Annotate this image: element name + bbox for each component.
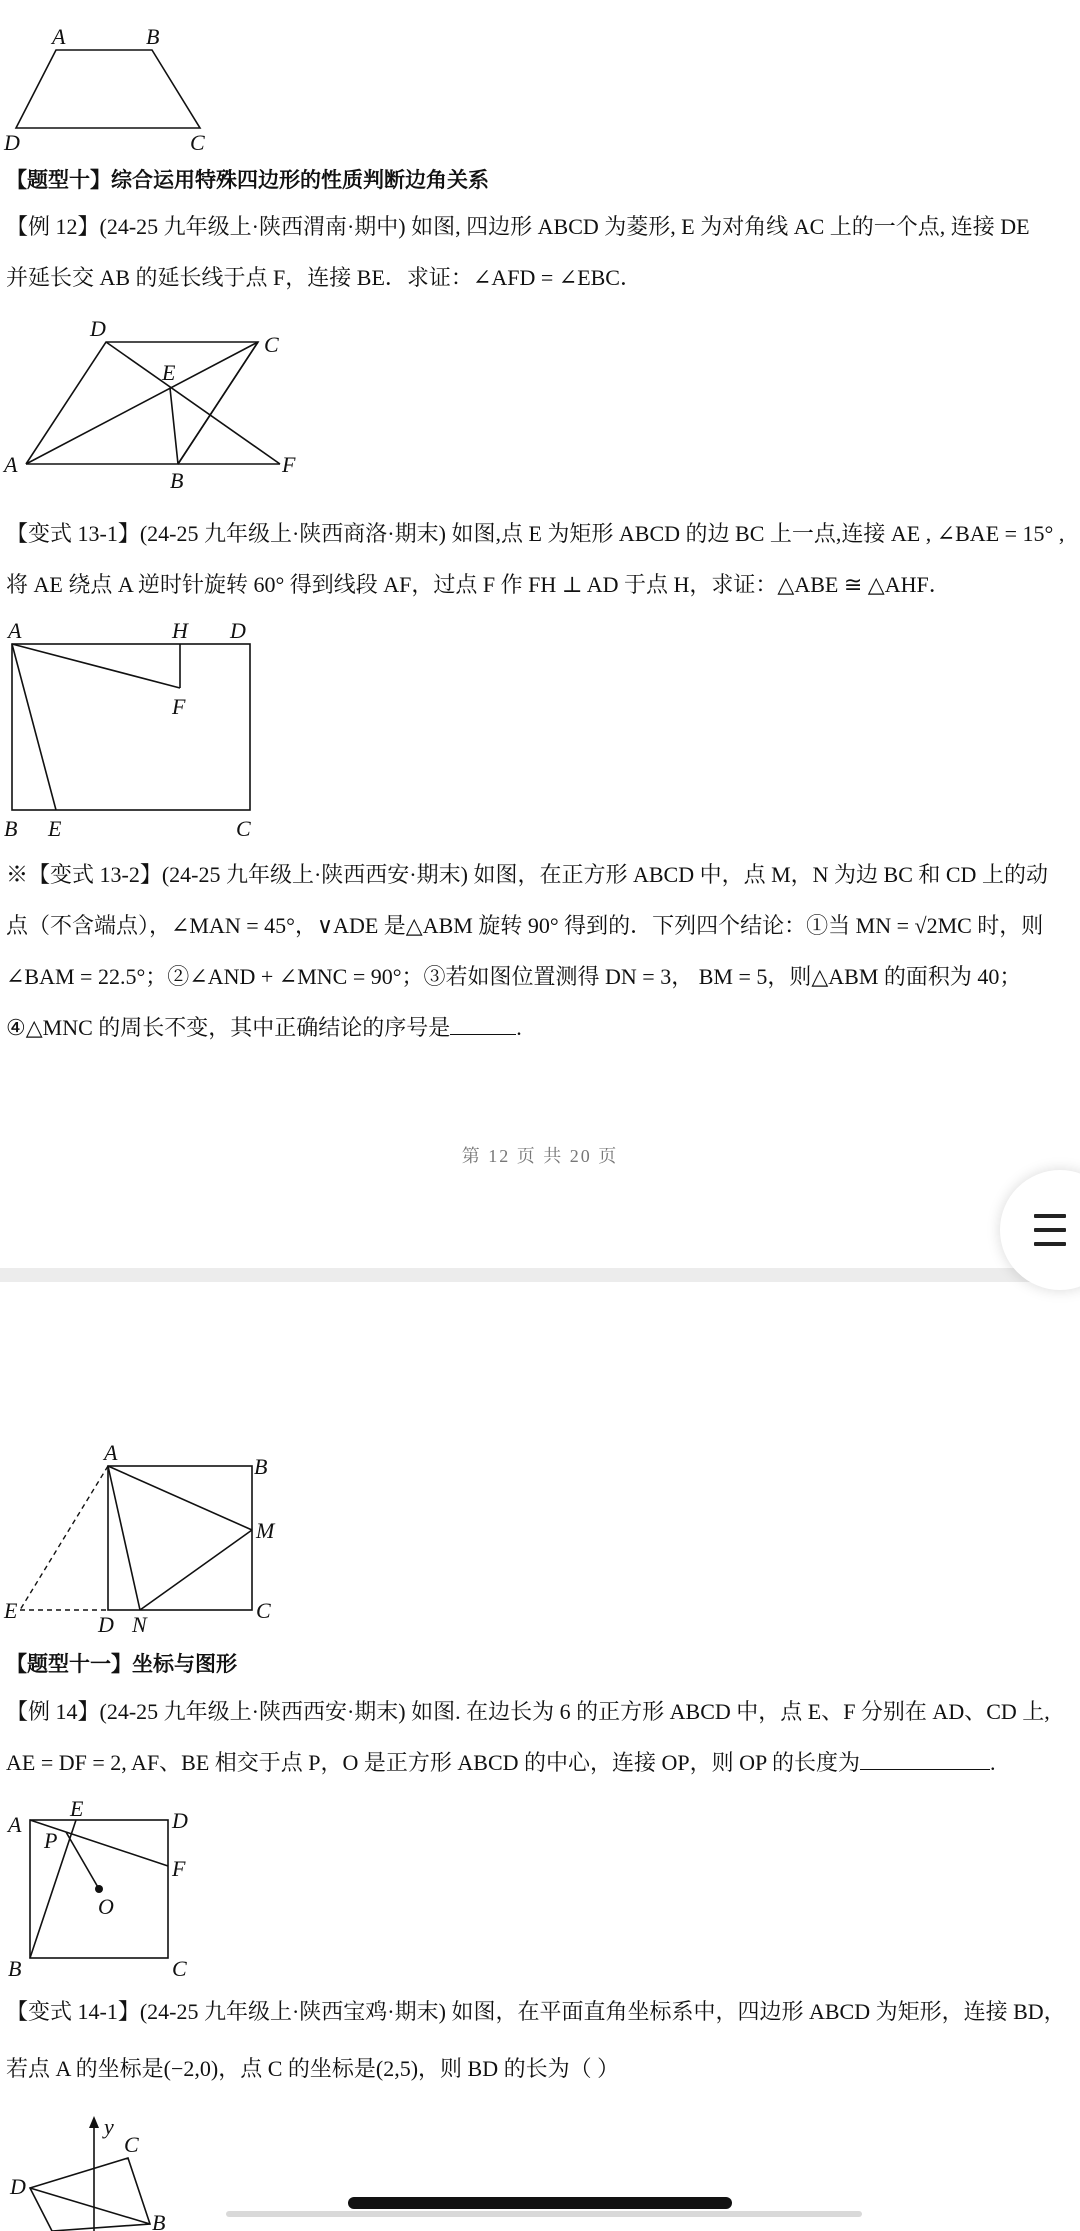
label-C: C	[124, 2132, 139, 2157]
v13-1-line2: 将 AE 绕点 A 逆时针旋转 60° 得到线段 AF，过点 F 作 FH ⊥ AD 于点 H，求证：△ABE ≅ △AHF．	[6, 572, 951, 597]
label-E: E	[4, 1598, 18, 1623]
hamburger-menu-icon	[1000, 1170, 1080, 1290]
label-P: P	[44, 1828, 58, 1853]
label-C: C	[236, 816, 251, 841]
label-B: B	[170, 468, 184, 490]
horizontal-scrollbar[interactable]	[226, 2211, 862, 2217]
label-D: D	[10, 2174, 26, 2199]
label-B: B	[152, 2210, 166, 2231]
label-B: B	[8, 1956, 22, 1981]
label-B: B	[254, 1454, 268, 1479]
ex12-line2: 并延长交 AB 的延长线于点 F，连接 BE．求证：∠AFD = ∠EBC．	[6, 265, 642, 290]
v13-2-line4-end: .	[516, 1015, 522, 1040]
v13-2-line2: 点（不含端点），∠MAN = 45°，∨ADE 是△ABM 旋转 90° 得到的．下列四个结论：①当 MN = √2MC 时，则	[6, 913, 1044, 938]
label-H: H	[172, 618, 188, 643]
label-E: E	[70, 1796, 84, 1821]
figure-square-rotation	[0, 1442, 300, 1642]
label-A: A	[104, 1442, 118, 1465]
v13-2-line3: ∠BAM = 22.5°；②∠AND + ∠MNC = 90°；③若如图位置测得 DN = 3， BM = 5，则△ABM 的面积为 40；	[6, 964, 1022, 989]
answer-blank	[860, 1747, 990, 1770]
label-D: D	[90, 316, 106, 341]
label-A: A	[52, 24, 66, 49]
label-A: A	[8, 1812, 22, 1837]
label-D: D	[4, 130, 20, 155]
v13-2-line4	[6, 1012, 1070, 1044]
label-C: C	[172, 1956, 187, 1981]
label-D: D	[98, 1612, 114, 1637]
v13-2-line1: ※【变式 13-2】(24-25 九年级上·陕西西安·期末) 如图，在正方形 ABCD 中，点 M，N 为边 BC 和 CD 上的动	[6, 862, 1048, 887]
ex14-line2-end: .	[989, 1750, 996, 1775]
label-F: F	[282, 452, 296, 477]
v14-1-line1: 【变式 14-1】(24-25 九年级上·陕西宝鸡·期末) 如图，在平面直角坐标系中，四边形 ABCD 为矩形，连接 BD，	[6, 1999, 1066, 2024]
figure-coordinate	[0, 2112, 200, 2231]
label-M: M	[256, 1518, 275, 1543]
v13-2-line4-text: ④△MNC 的周长不变，其中正确结论的序号是	[6, 1015, 451, 1040]
label-y: y	[104, 2114, 114, 2139]
label-B: B	[4, 816, 18, 841]
type11-heading: 【题型十一】坐标与图形	[6, 1652, 237, 1676]
ex14-line2	[6, 1747, 1070, 1779]
figure-rhombus	[0, 310, 320, 490]
figure-trapezoid	[0, 18, 220, 158]
page-separator	[0, 1268, 1080, 1282]
label-E: E	[48, 816, 62, 841]
v13-1-line1: 【变式 13-1】(24-25 九年级上·陕西商洛·期末) 如图,点 E 为矩形 ABCD 的边 BC 上一点,连接 AE , ∠BAE = 15° ,	[6, 521, 1065, 546]
answer-blank	[450, 1012, 516, 1035]
label-D: D	[230, 618, 246, 643]
ex14-line2-text: AE = DF = 2, AF、BE 相交于点 P，O 是正方形 ABCD 的中心，连接 OP，则 OP 的长度为	[6, 1750, 860, 1775]
floating-menu-button[interactable]	[1000, 1170, 1080, 1290]
label-F: F	[172, 1856, 186, 1881]
label-C: C	[264, 332, 279, 357]
label-A: A	[4, 452, 18, 477]
label-E: E	[162, 360, 176, 385]
document-page-13	[0, 1282, 1080, 2231]
label-F: F	[172, 694, 186, 719]
type10-heading: 【题型十】综合运用特殊四边形的性质判断边角关系	[6, 168, 489, 192]
ex14-line1: 【例 14】(24-25 九年级上·陕西西安·期末) 如图. 在边长为 6 的正方形 ABCD 中，点 E、F 分别在 AD、CD 上,	[6, 1699, 1050, 1724]
v14-1-line2: 若点 A 的坐标是(−2,0)，点 C 的坐标是(2,5)，则 BD 的长为（ ）	[6, 2056, 620, 2081]
figure-square-op	[0, 1796, 220, 1986]
label-C: C	[256, 1598, 271, 1623]
home-indicator[interactable]	[348, 2197, 732, 2209]
label-B: B	[146, 24, 160, 49]
page-footer: 第 12 页 共 20 页	[461, 1146, 619, 1166]
label-C: C	[190, 130, 205, 155]
label-O: O	[98, 1894, 114, 1919]
label-A: A	[8, 618, 22, 643]
label-N: N	[132, 1612, 147, 1637]
label-D: D	[172, 1808, 188, 1833]
figure-rectangle	[0, 614, 280, 844]
ex12-line1: 【例 12】(24-25 九年级上·陕西渭南·期中) 如图, 四边形 ABCD 为菱形, E 为对角线 AC 上的一个点, 连接 DE	[6, 214, 1030, 239]
